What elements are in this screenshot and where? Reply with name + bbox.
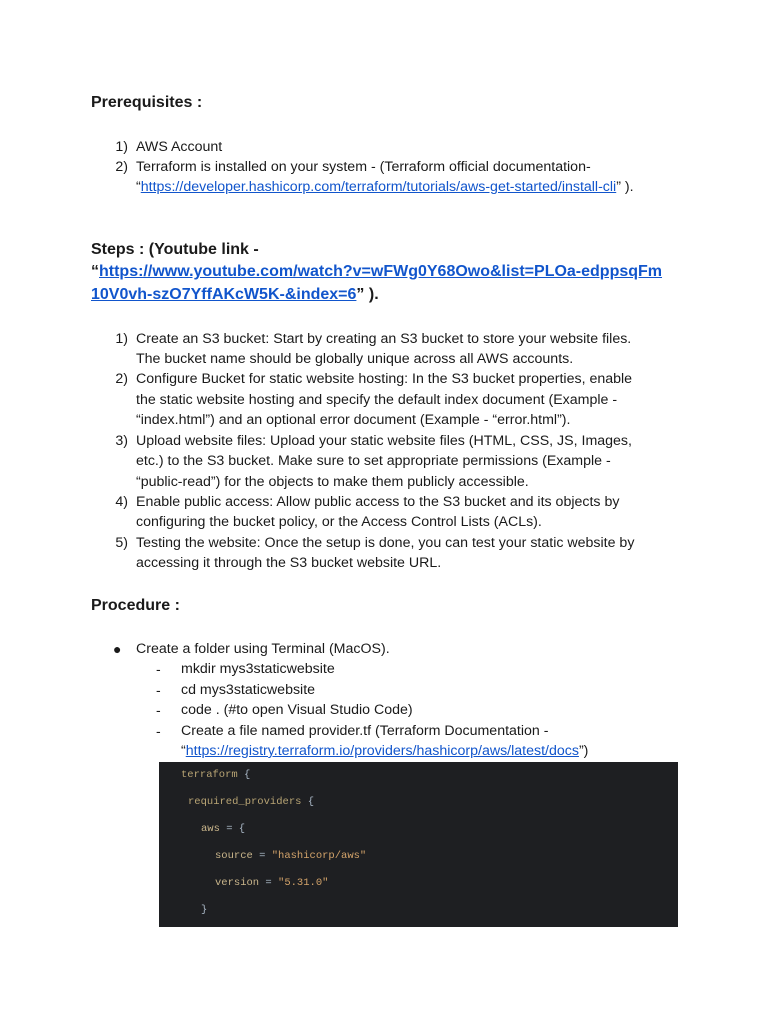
list-item: “index.html”) and an optional error document (Example - “error.html”). (136, 412, 571, 428)
youtube-link-continued[interactable]: 10V0vh-szO7YffAKcW5K-&index=6 (91, 286, 357, 303)
prerequisites-heading: Prerequisites : (91, 94, 203, 111)
quote-close: ” ). (356, 286, 379, 303)
code-line (215, 876, 328, 890)
sub-list-item-continuation (181, 741, 588, 761)
code-operator: = { (219, 823, 246, 835)
code-keyword: version (215, 877, 260, 889)
code-brace: { (237, 769, 251, 781)
terraform-install-link[interactable]: https://developer.hashicorp.com/terraform/tutorials/aws-get-started/install-cli (140, 179, 617, 195)
code-line (201, 822, 245, 836)
list-item: Testing the website: Once the setup is done, you can test your static website by (136, 535, 635, 551)
list-number: 4) (115, 494, 128, 510)
dash-icon: - (156, 661, 161, 677)
quote-open: “ (181, 743, 186, 759)
steps-heading: Steps : (Youtube link - (91, 241, 259, 258)
code-line (188, 795, 314, 809)
list-item: The bucket name should be globally unique across all AWS accounts. (136, 351, 574, 367)
code-keyword: required_providers (188, 796, 302, 808)
code-keyword: aws (201, 823, 220, 835)
sub-list-item: mkdir mys3staticwebsite (181, 661, 335, 677)
list-number: 2) (115, 371, 128, 387)
code-line (215, 849, 366, 863)
dash-icon: - (156, 723, 161, 739)
youtube-link[interactable]: https://www.youtube.com/watch?v=wFWg0Y68Owo&list=PLOa-edppsqFm (99, 263, 663, 280)
list-item: Configure Bucket for static website hosting: In the S3 bucket properties, enable (136, 371, 633, 387)
code-string: "hashicorp/aws" (271, 850, 367, 862)
list-number: 1) (115, 331, 128, 347)
list-item: Create an S3 bucket: Start by creating an S3 bucket to store your website files. (136, 331, 632, 347)
list-number: 5) (115, 535, 128, 551)
quote-close: ”) (578, 743, 589, 759)
dash-icon: - (156, 682, 161, 698)
procedure-heading: Procedure : (91, 597, 180, 614)
sub-list-item: cd mys3staticwebsite (181, 682, 316, 698)
list-item: “public-read”) for the objects to make them publicly accessible. (136, 474, 529, 490)
list-item: Upload website files: Upload your static website files (HTML, CSS, JS, Images, (136, 433, 632, 449)
dash-icon: - (156, 702, 161, 718)
list-item: the static website hosting and specify the default index document (Example - (136, 392, 618, 408)
sub-list-item: Create a file named provider.tf (Terraform Documentation - (181, 723, 549, 739)
quote-open: “ (136, 179, 141, 195)
code-string: "5.31.0" (278, 877, 329, 889)
youtube-link-line (91, 261, 662, 283)
code-block (159, 762, 678, 927)
terraform-registry-link[interactable]: https://registry.terraform.io/providers/hashicorp/aws/latest/docs (185, 743, 579, 759)
code-brace: { (301, 796, 315, 808)
list-item: accessing it through the S3 bucket website URL. (136, 555, 442, 571)
list-number: 1) (115, 139, 128, 155)
list-item: Enable public access: Allow public access to the S3 bucket and its objects by (136, 494, 620, 510)
code-keyword: terraform (181, 769, 238, 781)
sub-list-item: code . (#to open Visual Studio Code) (181, 702, 413, 718)
list-item: AWS Account (136, 139, 223, 155)
code-operator: = (259, 877, 279, 889)
list-item-continuation (136, 177, 634, 197)
bullet-icon: ● (113, 641, 122, 657)
list-number: 3) (115, 433, 128, 449)
quote-close: ” ). (616, 179, 634, 195)
list-number: 2) (115, 159, 128, 175)
code-line: } (201, 904, 208, 916)
code-line (181, 768, 250, 782)
list-item: configuring the bucket policy, or the Access Control Lists (ACLs). (136, 514, 542, 530)
code-keyword: source (215, 850, 253, 862)
list-item: Terraform is installed on your system - (Terraform official documentation- (136, 159, 591, 175)
quote-open: “ (91, 263, 99, 280)
code-operator: = (252, 850, 272, 862)
list-item: etc.) to the S3 bucket. Make sure to set appropriate permissions (Example - (136, 453, 611, 469)
youtube-link-line (91, 284, 379, 306)
list-item: Create a folder using Terminal (MacOS). (136, 641, 390, 657)
